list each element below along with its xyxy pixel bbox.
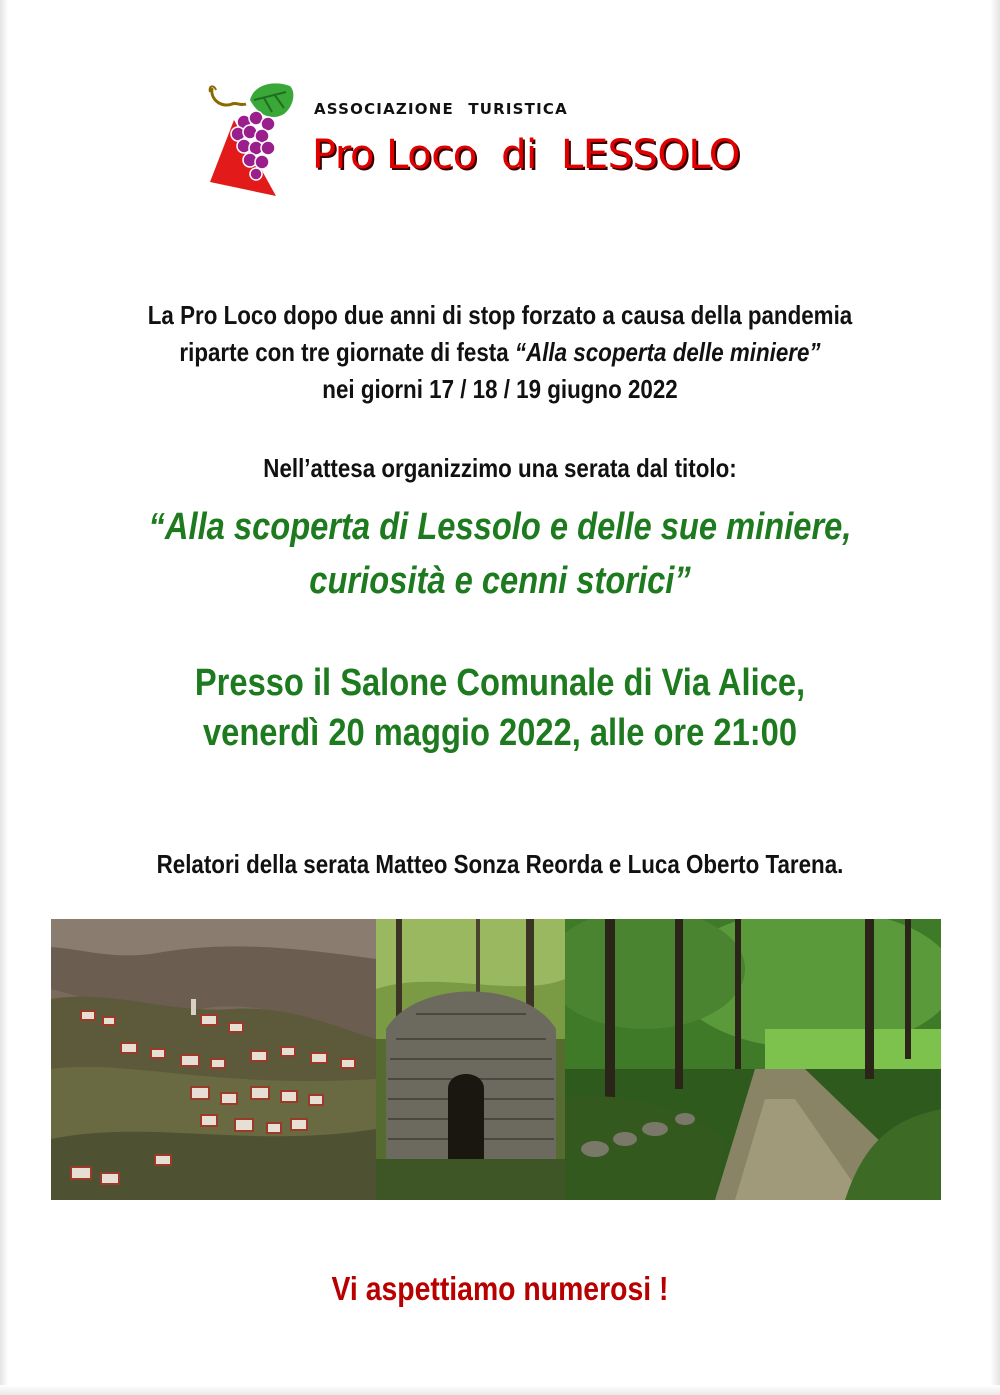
pro-loco-logo: [206, 78, 306, 196]
forest-path-photo: [565, 919, 941, 1200]
event-title-line: curiosità e cenni storici”: [309, 560, 691, 602]
page-edge: [990, 0, 1000, 1395]
event-title-line: “Alla scoperta di Lessolo e delle sue miniere,: [148, 506, 852, 548]
organization-title: Pro Loco di LESSOLO: [312, 132, 740, 178]
page-edge: [0, 0, 8, 1395]
intro-text: riparte con tre giornate di festa: [179, 337, 515, 367]
event-title: [70, 500, 930, 608]
page-edge: [0, 1385, 1000, 1395]
speakers-line: Relatori della serata Matteo Sonza Reorda e Luca Oberto Tarena.: [156, 849, 844, 879]
venue-line: Presso il Salone Comunale di Via Alice,: [194, 662, 806, 704]
closing-line: Vi aspettiamo numerosi !: [331, 1270, 669, 1307]
stone-hut-photo: [376, 919, 565, 1200]
await-line: Nell’attesa organizzimo una serata dal titolo:: [263, 453, 737, 483]
event-venue: [70, 658, 930, 758]
intro-line: [70, 334, 930, 371]
intro-line: La Pro Loco dopo due anni di stop forzato a causa della pandemia: [147, 300, 853, 330]
association-label: ASSOCIAZIONE TURISTICA: [314, 100, 568, 118]
venue-datetime: venerdì 20 maggio 2022, alle ore 21:00: [202, 712, 797, 754]
intro-dates: nei giorni 17 / 18 / 19 giugno 2022: [322, 374, 678, 404]
village-photo: [51, 919, 376, 1200]
festival-name: “Alla scoperta delle miniere”: [514, 337, 821, 367]
intro-paragraph: [70, 297, 930, 408]
